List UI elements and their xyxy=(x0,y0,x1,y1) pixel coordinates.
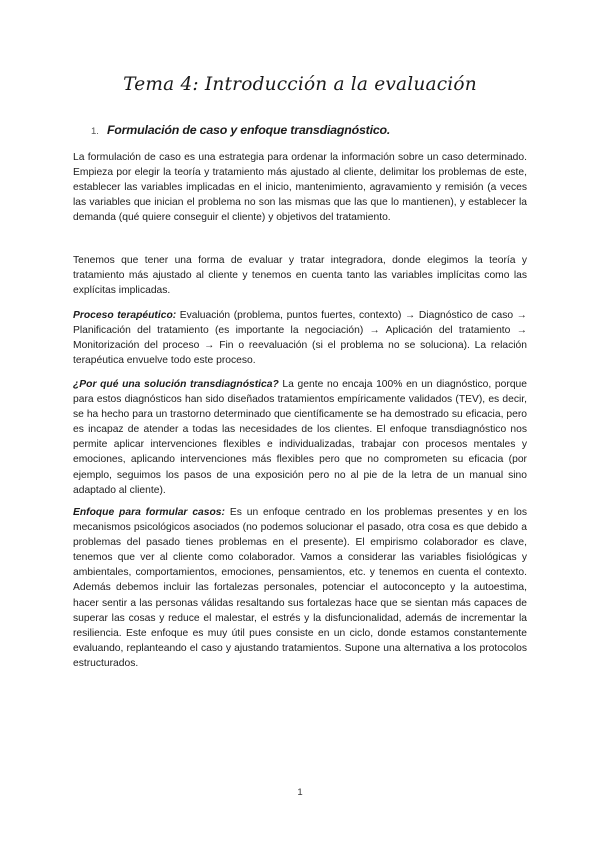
paragraph-case-formulation xyxy=(73,150,527,225)
section-heading-text: Formulación de caso y enfoque transdiagnóstico. xyxy=(106,123,391,137)
paragraph-text: Es un enfoque centrado en los problemas presentes y en los mecanismos psicológicos asociados (no podemos solucionar el pasado, otra cosa es que debido a problemas del pasado tienes problemas en el presente). El empirismo colaborador es clave, tenemos que ver al cliente como colaborador. Vamos a considerar las variables fisiológicas y ambientales, comportamientos, emociones, pensamientos, etc. y tenemos en cuenta el contexto. Además debemos incluir las fortalezas personales, potenciar el autoconcepto y la autoestima, hacer sentir a las personas válidas resaltando sus fortalezas hace que se sientan más capaces de superar las cosas y reduce el malestar, el estrés y la disfuncionalidad, además de incrementar la resiliencia. Este enfoque es muy útil pues consiste en un ciclo, donde estamos constantemente evaluando, replanteando el caso y ajustando tratamientos. Supone una alternativa a los protocolos estructurados. xyxy=(73,507,527,669)
paragraph-why-transdiagnostic xyxy=(73,377,527,498)
paragraph-text: Tenemos que tener una forma de evaluar y tratar integradora, donde elegimos la teoría y tratamiento más ajustado al cliente y tenemos en cuenta tanto las variables implícitas como las explícitas implicadas. xyxy=(73,255,527,297)
paragraph-text: Evaluación (problema, puntos fuertes, contexto) → Diagnóstico de caso → Planificación del tratamiento (es importante la negociación) → Aplicación del tratamiento → Monitorización del proceso → Fin o reevaluación (si el problema no se soluciona). La relación terapéutica envuelve todo este proceso. xyxy=(73,310,527,367)
paragraph-text: La formulación de caso es una estrategia para ordenar la información sobre un caso determinado. Empieza por elegir la teoría y tratamiento más ajustado al cliente, delimitar los problemas de este, establecer las variables implicadas en el inicio, mantenimiento, agravamiento y remisión (a veces las variables que inician el problema no son las mismas que las que lo mantienen), y establecer la demanda (qué quiere conseguir el cliente) y objetivos del tratamiento. xyxy=(73,152,527,224)
paragraph-lead: ¿Por qué una solución transdiagnóstica? xyxy=(73,379,279,390)
paragraph-formulation-approach xyxy=(73,505,527,671)
paragraph-therapeutic-process xyxy=(73,308,527,368)
paragraph-lead: Proceso terapéutico: xyxy=(73,310,177,321)
paragraph-integrative xyxy=(73,253,527,298)
page-number: 1 xyxy=(297,787,303,798)
paragraph-lead: Enfoque para formular casos: xyxy=(73,507,225,518)
section-number: 1. xyxy=(91,126,99,137)
section-heading xyxy=(91,123,390,137)
paragraph-text: La gente no encaja 100% en un diagnóstico, porque para estos diagnósticos han sido diseñados tratamientos empíricamente validados (TEV), es decir, se ha hecho para un trastorno determinado que científicamente se ha demostrado su eficacia, pero es incapaz de atender a todas las necesidades de los clientes. El enfoque transdiagnóstico nos permite aplicar intervenciones flexibles e individualizadas, trabajar con procesos mentales y emociones, aplicando intervenciones más flexibles pero que no comprometen su eficacia (por ejemplo, seguimos los pasos de una exposición pero no al pie de la letra de un manual sino adaptado al cliente). xyxy=(73,379,527,496)
page-title: Tema 4: Introducción a la evaluación xyxy=(123,74,477,95)
